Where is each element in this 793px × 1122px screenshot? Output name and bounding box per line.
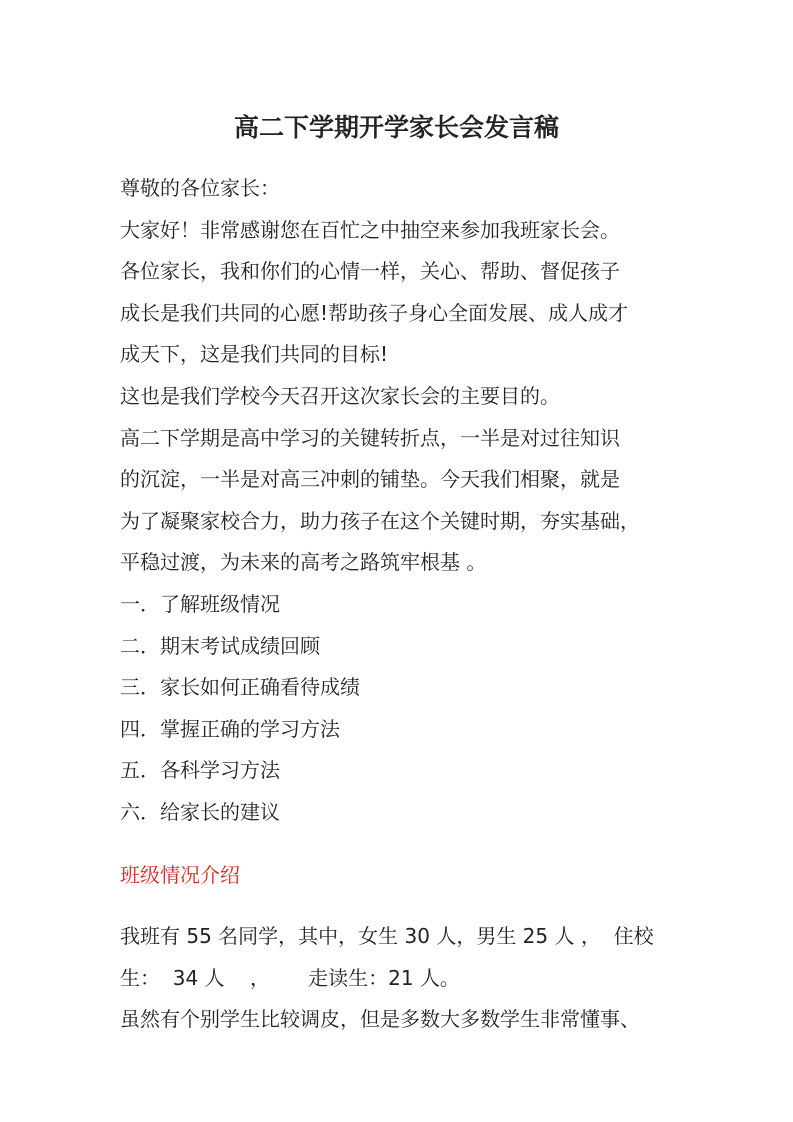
agenda-item-5: 五．各科学习方法 bbox=[120, 758, 280, 783]
agenda-item-6: 六．给家长的建议 bbox=[120, 799, 280, 824]
document-body bbox=[120, 168, 680, 1041]
agenda-item-2: 二．期末考试成绩回顾 bbox=[120, 633, 320, 658]
intro-line-4: 成天下，这是我们共同的目标! bbox=[120, 342, 389, 367]
intro-line-6: 高二下学期是高中学习的关键转折点，一半是对过往知识 bbox=[120, 425, 620, 450]
section-line-3: 虽然有个别学生比较调皮，但是多数大多数学生非常懂事、 bbox=[120, 1007, 640, 1032]
intro-line-3: 成长是我们共同的心愿!帮助孩子身心全面发展、成人成才 bbox=[120, 300, 629, 325]
section-line-2: 生： 34 人 ， 走读生：21 人。 bbox=[120, 965, 460, 990]
section-heading-class-info: 班级情况介绍 bbox=[120, 862, 240, 887]
document-title: 高二下学期开学家长会发言稿 bbox=[233, 113, 559, 142]
greeting-line: 尊敬的各位家长： bbox=[120, 176, 280, 200]
agenda-item-3: 三．家长如何正确看待成绩 bbox=[120, 675, 360, 700]
agenda-item-1: 一．了解班级情况 bbox=[120, 591, 280, 616]
section-line-1: 我班有 55 名同学，其中，女生 30 人，男生 25 人 ， 住校 bbox=[120, 924, 654, 949]
intro-line-8: 为了凝聚家校合力，助力孩子在这个关键时期，夯实基础， bbox=[120, 508, 640, 533]
agenda-item-4: 四．掌握正确的学习方法 bbox=[120, 716, 340, 741]
intro-line-1: 大家好！非常感谢您在百忙之中抽空来参加我班家长会。 bbox=[120, 217, 620, 242]
intro-line-7: 的沉淀，一半是对高三冲刺的铺垫。今天我们相聚，就是 bbox=[120, 467, 620, 492]
intro-line-2: 各位家长，我和你们的心情一样，关心、帮助、督促孩子 bbox=[120, 259, 620, 284]
intro-line-5: 这也是我们学校今天召开这次家长会的主要目的。 bbox=[120, 383, 560, 408]
intro-line-9: 平稳过渡，为未来的高考之路筑牢根基 。 bbox=[120, 550, 487, 575]
